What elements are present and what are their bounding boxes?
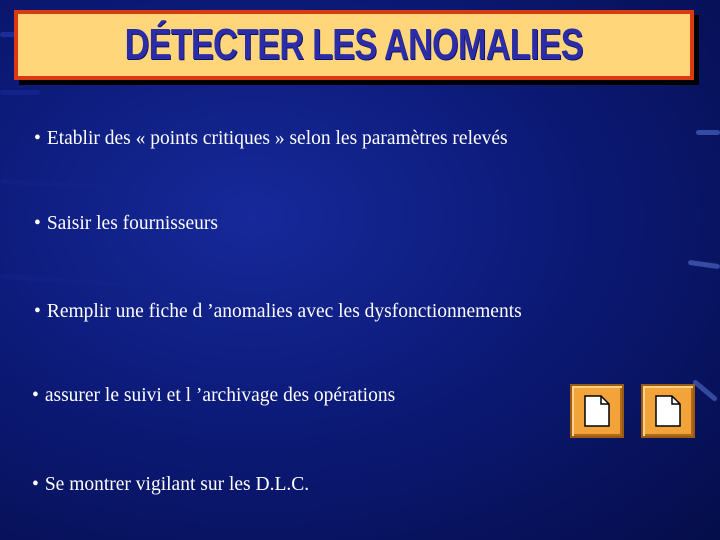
bullet-dot: •	[34, 128, 41, 149]
bullet-dot: •	[34, 213, 41, 234]
document-button-1[interactable]	[570, 384, 624, 438]
bullet-text: Remplir une fiche d ’anomalies avec les dysfonctionnements	[46, 301, 522, 322]
title-banner	[14, 10, 694, 80]
decor-streak	[0, 179, 120, 190]
decor-streak	[0, 90, 40, 95]
bullet-item	[34, 213, 218, 235]
bullet-dot: •	[34, 301, 41, 322]
bullet-item	[34, 128, 508, 150]
bullet-dot: •	[32, 385, 39, 406]
decor-streak	[692, 379, 718, 402]
decor-streak	[688, 260, 720, 269]
document-icon	[584, 395, 610, 427]
bullet-item	[32, 385, 395, 407]
bullet-dot: •	[32, 474, 39, 495]
bullet-text: Se montrer vigilant sur les D.L.C.	[44, 474, 310, 495]
bullet-text: Etablir des « points critiques » selon les paramètres relevés	[46, 128, 508, 149]
document-button-2[interactable]	[641, 384, 695, 438]
page-title: DÉTECTER LES ANOMALIES	[124, 20, 584, 69]
document-icon	[655, 395, 681, 427]
bullet-item	[34, 301, 522, 323]
decor-streak	[696, 130, 720, 135]
bullet-text: Saisir les fournisseurs	[46, 213, 218, 234]
bullet-text: assurer le suivi et l ’archivage des opérations	[44, 385, 396, 406]
decor-streak	[0, 274, 180, 292]
bullet-item	[32, 474, 309, 496]
